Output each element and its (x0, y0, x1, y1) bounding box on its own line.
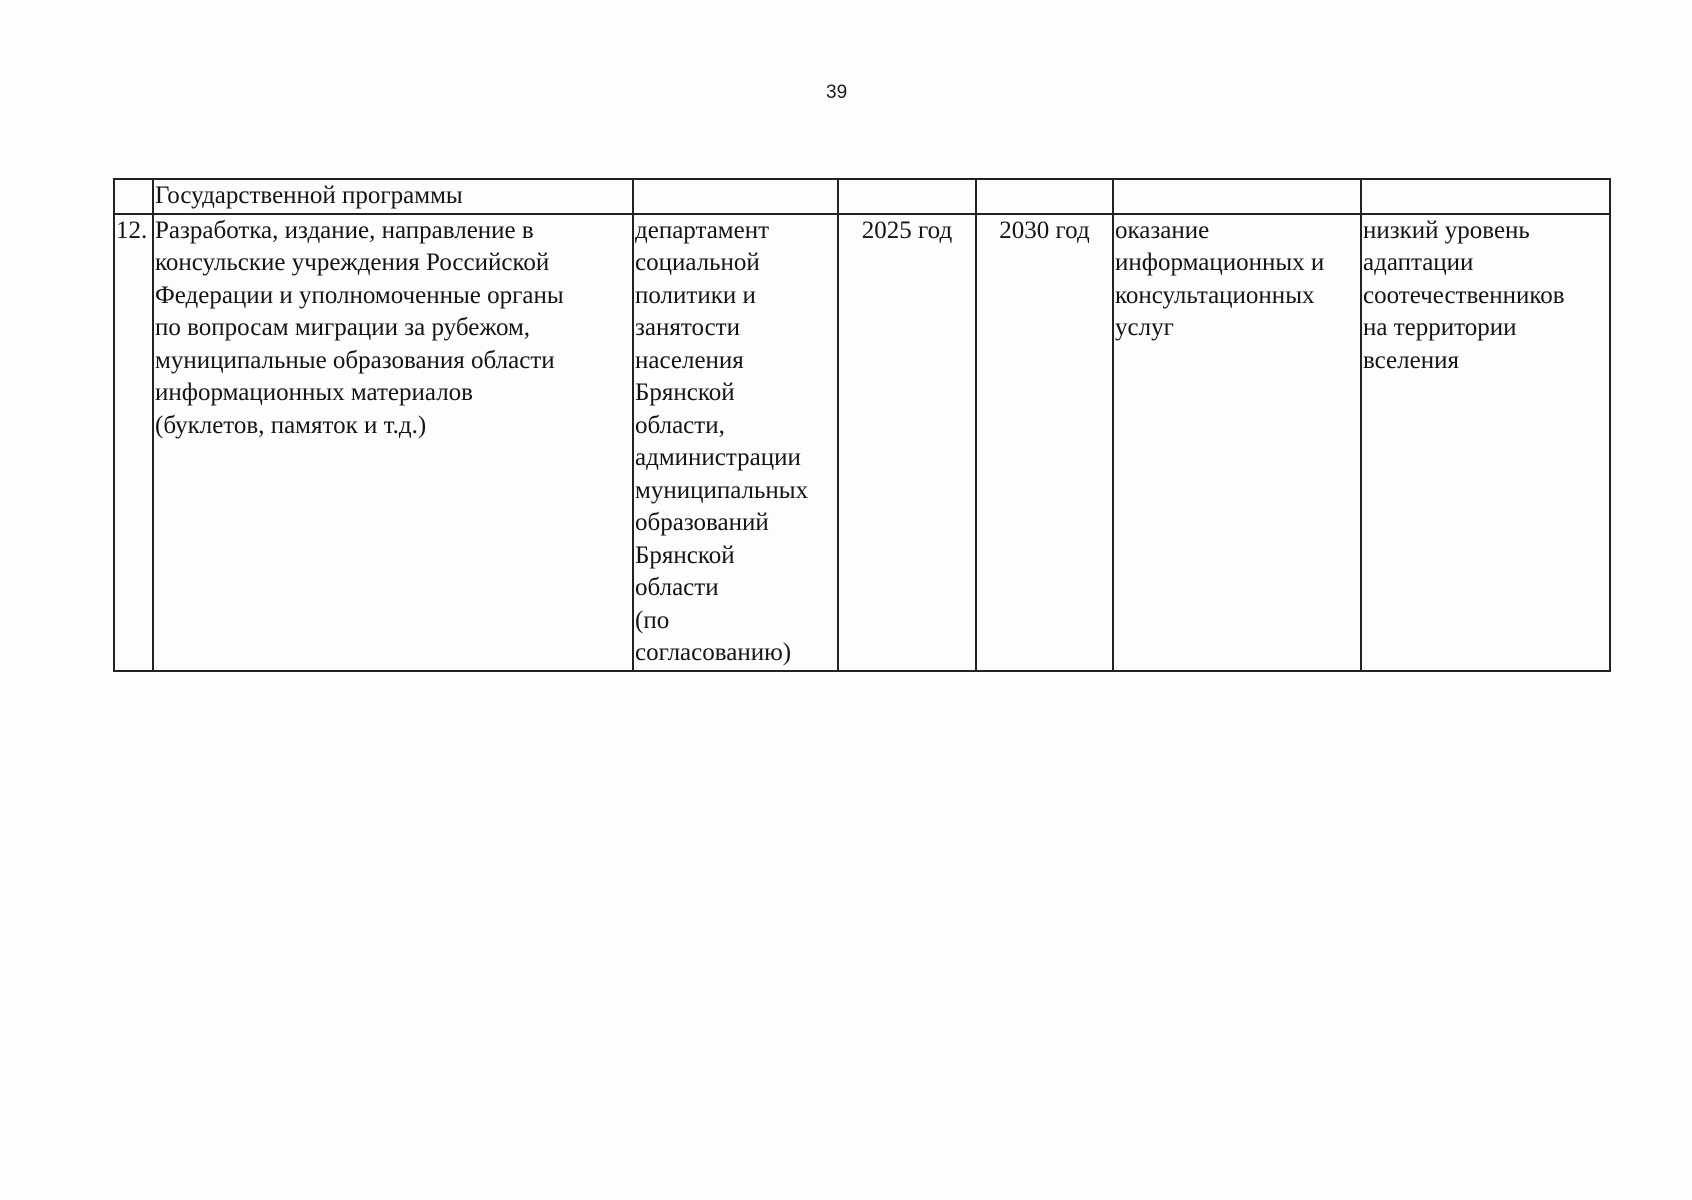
result-line: оказание (1115, 216, 1210, 244)
responsible-line: населения (635, 346, 744, 374)
responsible-cell (633, 214, 838, 671)
item-number-cell: 12. (114, 214, 153, 671)
description-line: Разработка, издание, направление в (155, 216, 534, 244)
continuation-title-cell: Государственной программы (153, 179, 633, 214)
table-row (114, 179, 1610, 214)
page-number: 39 (826, 82, 848, 103)
description-line: Федерации и уполномоченные органы (155, 281, 564, 309)
description-line: (буклетов, памяток и т.д.) (155, 411, 427, 439)
risk-line: адаптации (1363, 249, 1474, 276)
risk-line: вселения (1363, 346, 1459, 374)
responsible-line: области (635, 574, 719, 601)
responsible-line: занятости (635, 314, 740, 341)
risk-line: низкий уровень (1363, 216, 1530, 244)
responsible-line: области, (635, 411, 725, 439)
result-cell (1113, 214, 1361, 671)
result-line: консультационных (1115, 281, 1315, 309)
responsible-line: социальной (635, 249, 760, 276)
responsible-line: департамент (635, 216, 770, 244)
risk-cell (1361, 214, 1610, 671)
responsible-line: (по (635, 606, 670, 634)
number-cell (114, 179, 153, 214)
end-year-cell: 2030 год (976, 214, 1113, 671)
description-line: консульские учреждения Российской (155, 249, 550, 276)
table-row (114, 214, 1610, 671)
result-line: услуг (1115, 314, 1174, 341)
description-line: информационных материалов (155, 379, 473, 406)
responsible-line: Брянской (635, 379, 735, 406)
empty-cell (633, 179, 838, 214)
empty-cell (1113, 179, 1361, 214)
empty-cell (838, 179, 976, 214)
description-line: по вопросам миграции за рубежом, (155, 314, 531, 341)
responsible-line: согласованию) (635, 639, 792, 666)
description-cell (153, 214, 633, 671)
risk-line: на территории (1363, 314, 1517, 341)
description-line: муниципальные образования области (155, 346, 555, 374)
responsible-line: образований (635, 509, 769, 536)
measures-table (113, 178, 1611, 672)
responsible-line: администрации (635, 444, 801, 471)
start-year-cell: 2025 год (838, 214, 976, 671)
empty-cell (1361, 179, 1610, 214)
responsible-line: Брянской (635, 541, 735, 569)
risk-line: соотечественников (1363, 281, 1565, 309)
result-line: информационных и (1115, 249, 1325, 276)
responsible-line: политики и (635, 281, 756, 309)
empty-cell (976, 179, 1113, 214)
responsible-line: муниципальных (635, 476, 809, 504)
